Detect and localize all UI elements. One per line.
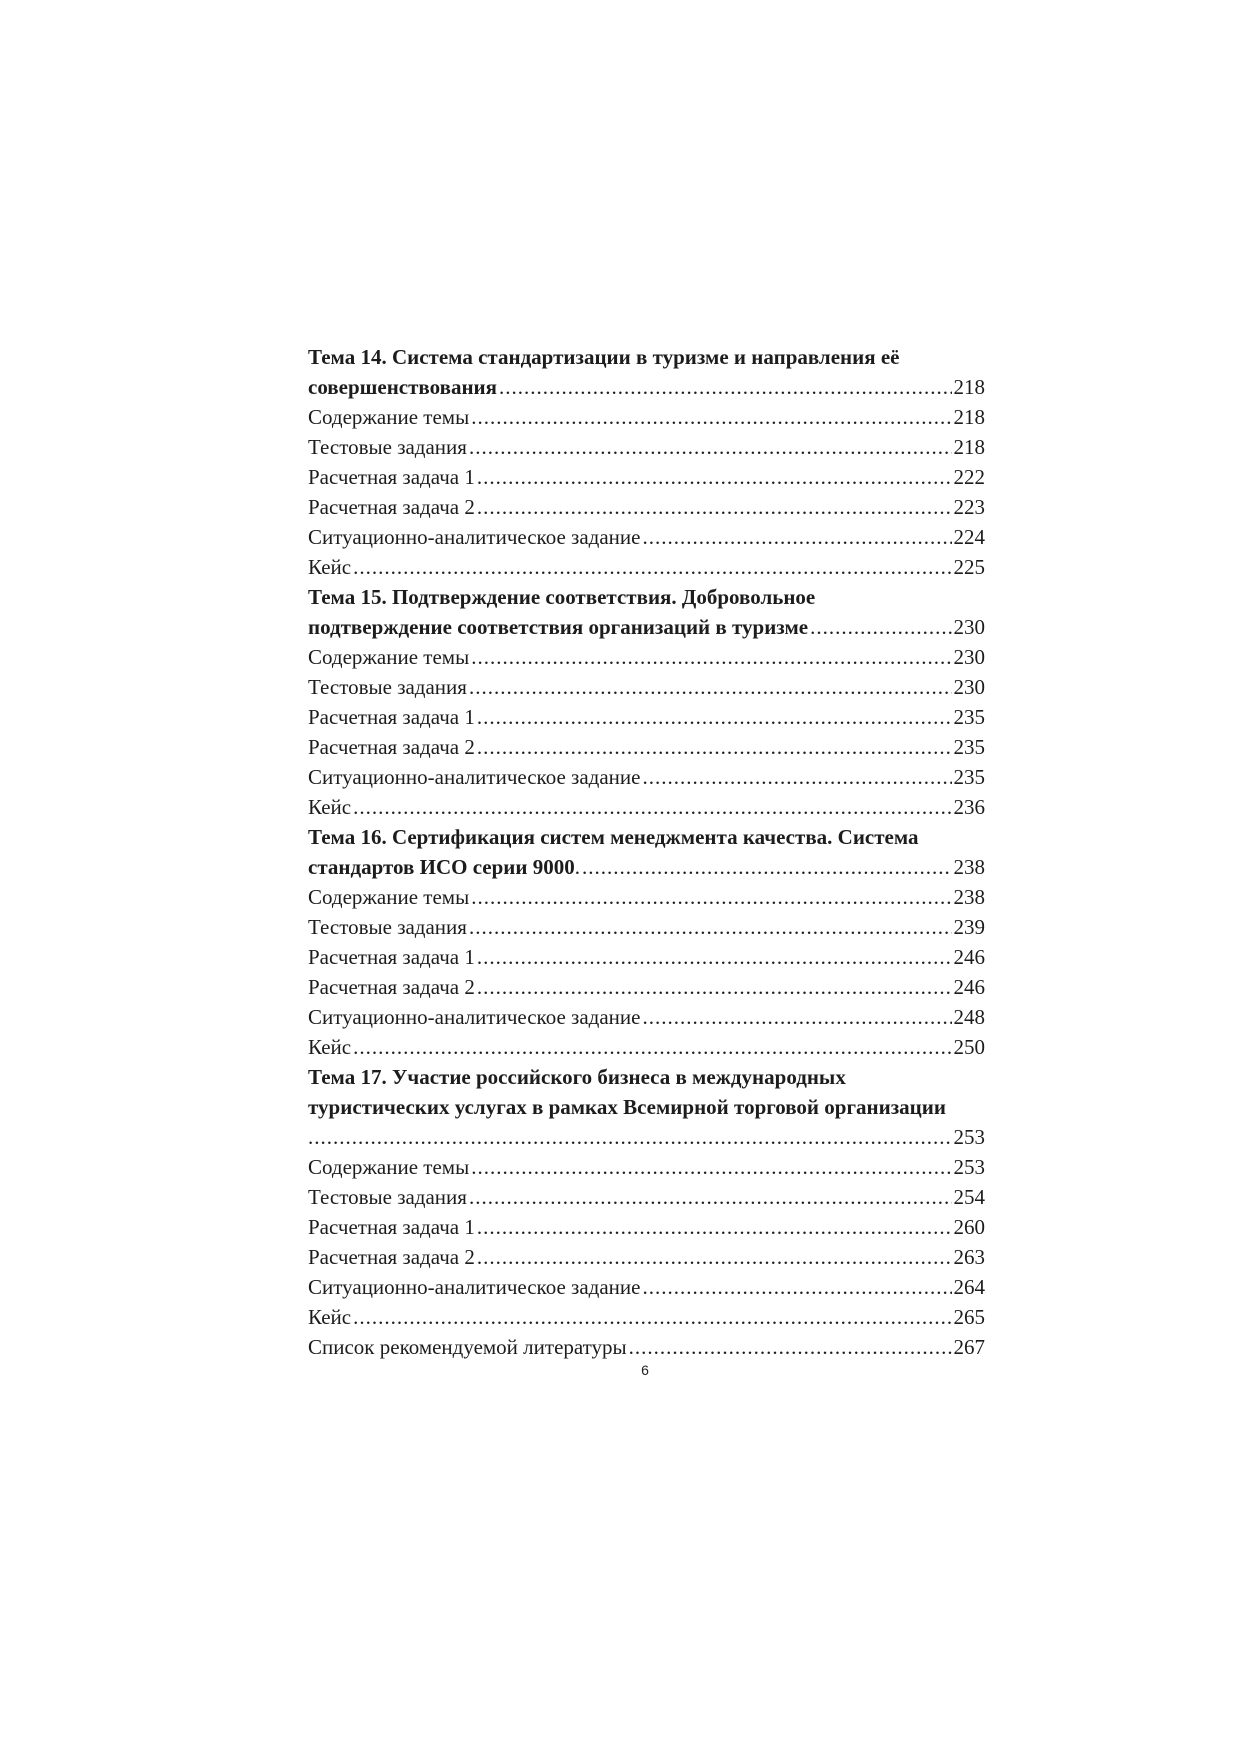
page-number: 264 [953, 1275, 985, 1299]
toc-item-label: Содержание темы [308, 645, 470, 669]
page-number: 235 [953, 735, 985, 759]
toc-item[interactable] [308, 672, 985, 702]
toc-item-label: Список рекомендуемой литературы [308, 1335, 627, 1359]
dot-leader [353, 792, 951, 822]
toc-item-label: Расчетная задача 1 [308, 465, 475, 489]
page-number: 250 [953, 1035, 985, 1059]
dot-leader [477, 942, 952, 972]
section-title-line: туристических услугах в рамках Всемирной торговой организации [308, 1095, 946, 1119]
page-number: 218 [953, 375, 985, 399]
section-title-entry[interactable] [308, 852, 985, 882]
page-number: 235 [953, 705, 985, 729]
toc-section-15 [308, 582, 985, 822]
toc-item-label: Кейс [308, 1305, 352, 1329]
dot-leader [469, 1182, 952, 1212]
toc-item-label: Кейс [308, 555, 352, 579]
page-number: 230 [953, 645, 985, 669]
toc-item-label: Кейс [308, 1035, 352, 1059]
dot-leader [629, 1332, 952, 1362]
toc-item[interactable] [308, 1272, 985, 1302]
page-number: 218 [953, 405, 985, 429]
page-number: 253 [953, 1125, 985, 1149]
toc-item-label: Расчетная задача 2 [308, 735, 475, 759]
toc-item[interactable] [308, 972, 985, 1002]
toc-item[interactable] [308, 1002, 985, 1032]
toc-item-label: Ситуационно-аналитическое задание [308, 1005, 641, 1029]
toc-item[interactable] [308, 732, 985, 762]
dot-leader [353, 552, 951, 582]
page-number: 246 [953, 975, 985, 999]
toc-item-label: Расчетная задача 2 [308, 975, 475, 999]
dot-leader [477, 462, 952, 492]
section-title-last: совершенствования [308, 375, 497, 399]
toc-item-label: Содержание темы [308, 1155, 470, 1179]
page-number: 253 [953, 1155, 985, 1179]
footer-page-number: 6 [641, 1362, 649, 1378]
toc-section-17 [308, 1062, 985, 1332]
toc-item-label: Ситуационно-аналитическое задание [308, 765, 641, 789]
toc-section-16 [308, 822, 985, 1062]
page-number: 230 [953, 675, 985, 699]
toc-item-label: Расчетная задача 1 [308, 945, 475, 969]
toc-section-14 [308, 342, 985, 582]
toc-item-label: Ситуационно-аналитическое задание [308, 525, 641, 549]
dot-leader [353, 1302, 951, 1332]
page-number: 230 [953, 615, 985, 639]
page-number: 238 [953, 885, 985, 909]
page-number: 222 [953, 465, 985, 489]
page-number: 235 [953, 765, 985, 789]
toc-item[interactable] [308, 402, 985, 432]
dot-leader [582, 852, 952, 882]
toc-item-label: Содержание темы [308, 405, 470, 429]
dot-leader [477, 702, 952, 732]
toc-item-label: Тестовые задания [308, 435, 467, 459]
dot-leader [642, 1272, 951, 1302]
toc-item[interactable] [308, 462, 985, 492]
toc-item[interactable] [308, 702, 985, 732]
section-title-suffix: . [574, 855, 580, 879]
toc-item-label: Тестовые задания [308, 915, 467, 939]
section-title-entry[interactable] [308, 612, 985, 642]
page-number: 218 [953, 435, 985, 459]
toc-item-label: Расчетная задача 2 [308, 1245, 475, 1269]
dot-leader [642, 522, 951, 552]
page-number: 224 [953, 525, 985, 549]
dot-leader [477, 492, 952, 522]
toc-item-label: Ситуационно-аналитическое задание [308, 1275, 641, 1299]
toc-item-label: Расчетная задача 1 [308, 705, 475, 729]
section-title-line: Тема 14. Система стандартизации в туризме и направления её [308, 345, 900, 369]
section-title-last: стандартов ИСО серии 9000 [308, 855, 575, 879]
dot-leader [477, 1212, 952, 1242]
dot-leader [642, 1002, 951, 1032]
page-number: 239 [953, 915, 985, 939]
page-number: 238 [953, 855, 985, 879]
toc-item[interactable] [308, 882, 985, 912]
page-number: 263 [953, 1245, 985, 1269]
page-number: 246 [953, 945, 985, 969]
section-title-line: Тема 15. Подтверждение соответствия. Добровольное [308, 585, 816, 609]
section-title-entry[interactable] [308, 372, 985, 402]
toc-item[interactable] [308, 1182, 985, 1212]
toc-item-label: Тестовые задания [308, 1185, 467, 1209]
toc-item[interactable] [308, 552, 985, 582]
toc-item-label: Содержание темы [308, 885, 470, 909]
toc-item-label: Кейс [308, 795, 352, 819]
toc-item[interactable] [308, 762, 985, 792]
section-title-entry[interactable] [308, 1122, 985, 1152]
dot-leader [477, 1242, 952, 1272]
dot-leader [471, 402, 951, 432]
page-number: 248 [953, 1005, 985, 1029]
dot-leader [469, 672, 952, 702]
toc-item-label: Расчетная задача 1 [308, 1215, 475, 1239]
toc-item[interactable] [308, 1242, 985, 1272]
toc-item-bibliography[interactable] [308, 1332, 985, 1362]
dot-leader [471, 642, 951, 672]
toc-item[interactable] [308, 1302, 985, 1332]
toc-item-label: Тестовые задания [308, 675, 467, 699]
dot-leader [477, 732, 952, 762]
section-title-last: подтверждение соответствия организаций в туризме [308, 615, 809, 639]
toc-item[interactable] [308, 522, 985, 552]
section-title-line: Тема 16. Сертификация систем менеджмента качества. Система [308, 825, 919, 849]
toc-item[interactable] [308, 1152, 985, 1182]
dot-leader [642, 762, 951, 792]
page-number: 260 [953, 1215, 985, 1239]
dot-leader [810, 612, 951, 642]
dot-leader [471, 1152, 951, 1182]
page-number: 236 [953, 795, 985, 819]
section-title-line: Тема 17. Участие российского бизнеса в международных [308, 1065, 846, 1089]
toc-item[interactable] [308, 432, 985, 462]
toc-item[interactable] [308, 642, 985, 672]
dot-leader [469, 912, 952, 942]
page-number: 265 [953, 1305, 985, 1329]
toc-item-label: Расчетная задача 2 [308, 495, 475, 519]
dot-leader [499, 372, 952, 402]
page-number: 254 [953, 1185, 985, 1209]
toc-item[interactable] [308, 792, 985, 822]
section-title-last-wrap [308, 852, 580, 882]
dot-leader [477, 972, 952, 1002]
toc-item[interactable] [308, 912, 985, 942]
dot-leader [469, 432, 952, 462]
toc-item[interactable] [308, 1032, 985, 1062]
toc-item[interactable] [308, 492, 985, 522]
table-of-contents [308, 342, 985, 1362]
toc-item[interactable] [308, 942, 985, 972]
dot-leader [471, 882, 951, 912]
page-number: 225 [953, 555, 985, 579]
toc-item[interactable] [308, 1212, 985, 1242]
dot-leader [353, 1032, 951, 1062]
page-number: 267 [953, 1335, 985, 1359]
page-number: 223 [953, 495, 985, 519]
dot-leader [308, 1122, 952, 1152]
